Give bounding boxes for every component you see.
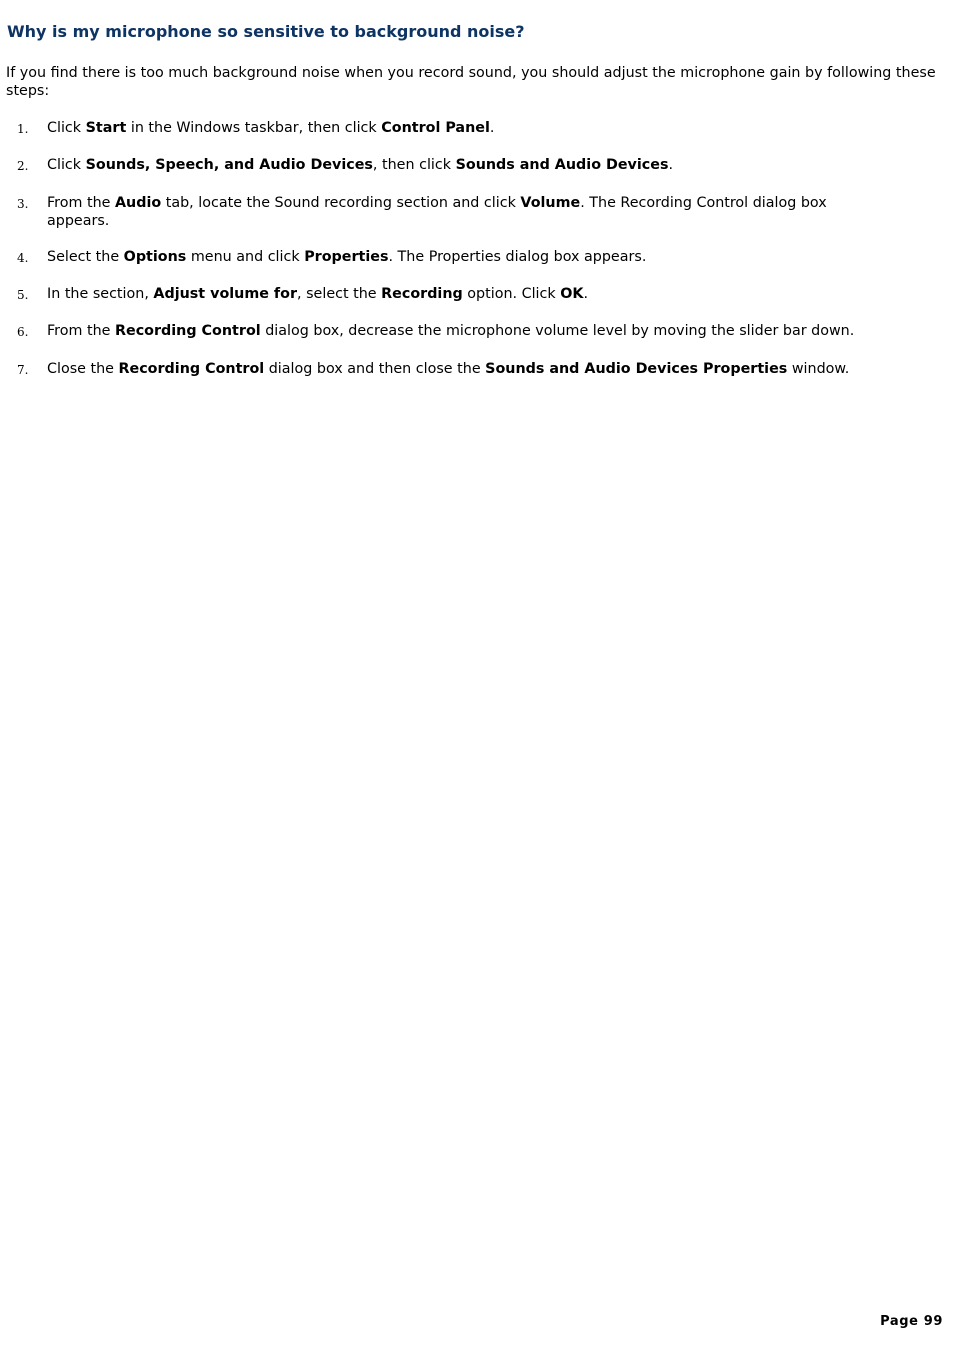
intro-paragraph: If you find there is too much background noise when you record sound, you should adjust the microphone gain by following these steps: — [6, 65, 936, 99]
step-text-run: . — [583, 286, 588, 302]
page-number: Page 99 — [880, 1314, 943, 1329]
step-ui-term: OK — [560, 286, 584, 302]
step-ui-term: Recording Control — [118, 361, 265, 377]
step-text — [47, 322, 877, 340]
step-text-run: From the — [47, 195, 115, 211]
step-text-run: . — [668, 157, 674, 173]
step-number: 1. — [17, 122, 29, 136]
step-number: 2. — [17, 159, 29, 173]
step-text-run: Close the — [47, 361, 119, 377]
step-text-run: . — [489, 120, 495, 136]
step-text-run: , select the — [297, 286, 382, 302]
step-text-run: Click — [47, 120, 86, 136]
step-ui-term: Adjust volume for — [153, 286, 298, 302]
step-text-run: . The Recording Control dialog box appears. — [47, 195, 827, 229]
step-text-run: dialog box, decrease the microphone volume level by moving the slider bar down. — [260, 323, 855, 339]
step-text — [47, 285, 877, 303]
step-text — [47, 194, 877, 230]
step-number: 6. — [17, 325, 29, 339]
step-ui-term: Recording Control — [114, 323, 261, 339]
step-ui-term: Start — [85, 120, 127, 136]
step-number: 7. — [17, 363, 29, 377]
step-text-run: option. Click — [462, 286, 561, 302]
step-text-run: dialog box and then close the — [264, 361, 486, 377]
page-title: Why is my microphone so sensitive to background noise? — [7, 22, 525, 41]
step-ui-term: Sounds and Audio Devices — [455, 157, 669, 173]
step-text-run: , then click — [372, 157, 456, 173]
step-ui-term: Sounds and Audio Devices Properties — [485, 361, 788, 377]
step-ui-term: Audio — [114, 195, 162, 211]
step-text-run: From the — [47, 323, 115, 339]
step-text-run: In the section, — [47, 286, 154, 302]
step-text — [47, 119, 877, 137]
step-text-run: Select the — [47, 249, 124, 265]
step-text — [47, 248, 877, 266]
step-text-run: tab, locate the Sound recording section and click — [161, 195, 521, 211]
step-text-run: in the Windows taskbar, then click — [126, 120, 382, 136]
step-ui-term: Volume — [520, 195, 581, 211]
step-text-run: . The Properties dialog box appears. — [388, 249, 647, 265]
step-text — [47, 360, 877, 378]
step-ui-term: Sounds, Speech, and Audio Devices — [85, 157, 373, 173]
step-text-run: window. — [787, 361, 850, 377]
step-number: 5. — [17, 288, 29, 302]
step-number: 4. — [17, 251, 29, 265]
step-ui-term: Recording — [381, 286, 463, 302]
step-text-run: menu and click — [186, 249, 305, 265]
step-ui-term: Control Panel — [381, 120, 490, 136]
step-number: 3. — [17, 197, 29, 211]
step-ui-term: Properties — [304, 249, 389, 265]
step-ui-term: Options — [123, 249, 187, 265]
step-text-run: Click — [47, 157, 86, 173]
step-text — [47, 156, 877, 174]
